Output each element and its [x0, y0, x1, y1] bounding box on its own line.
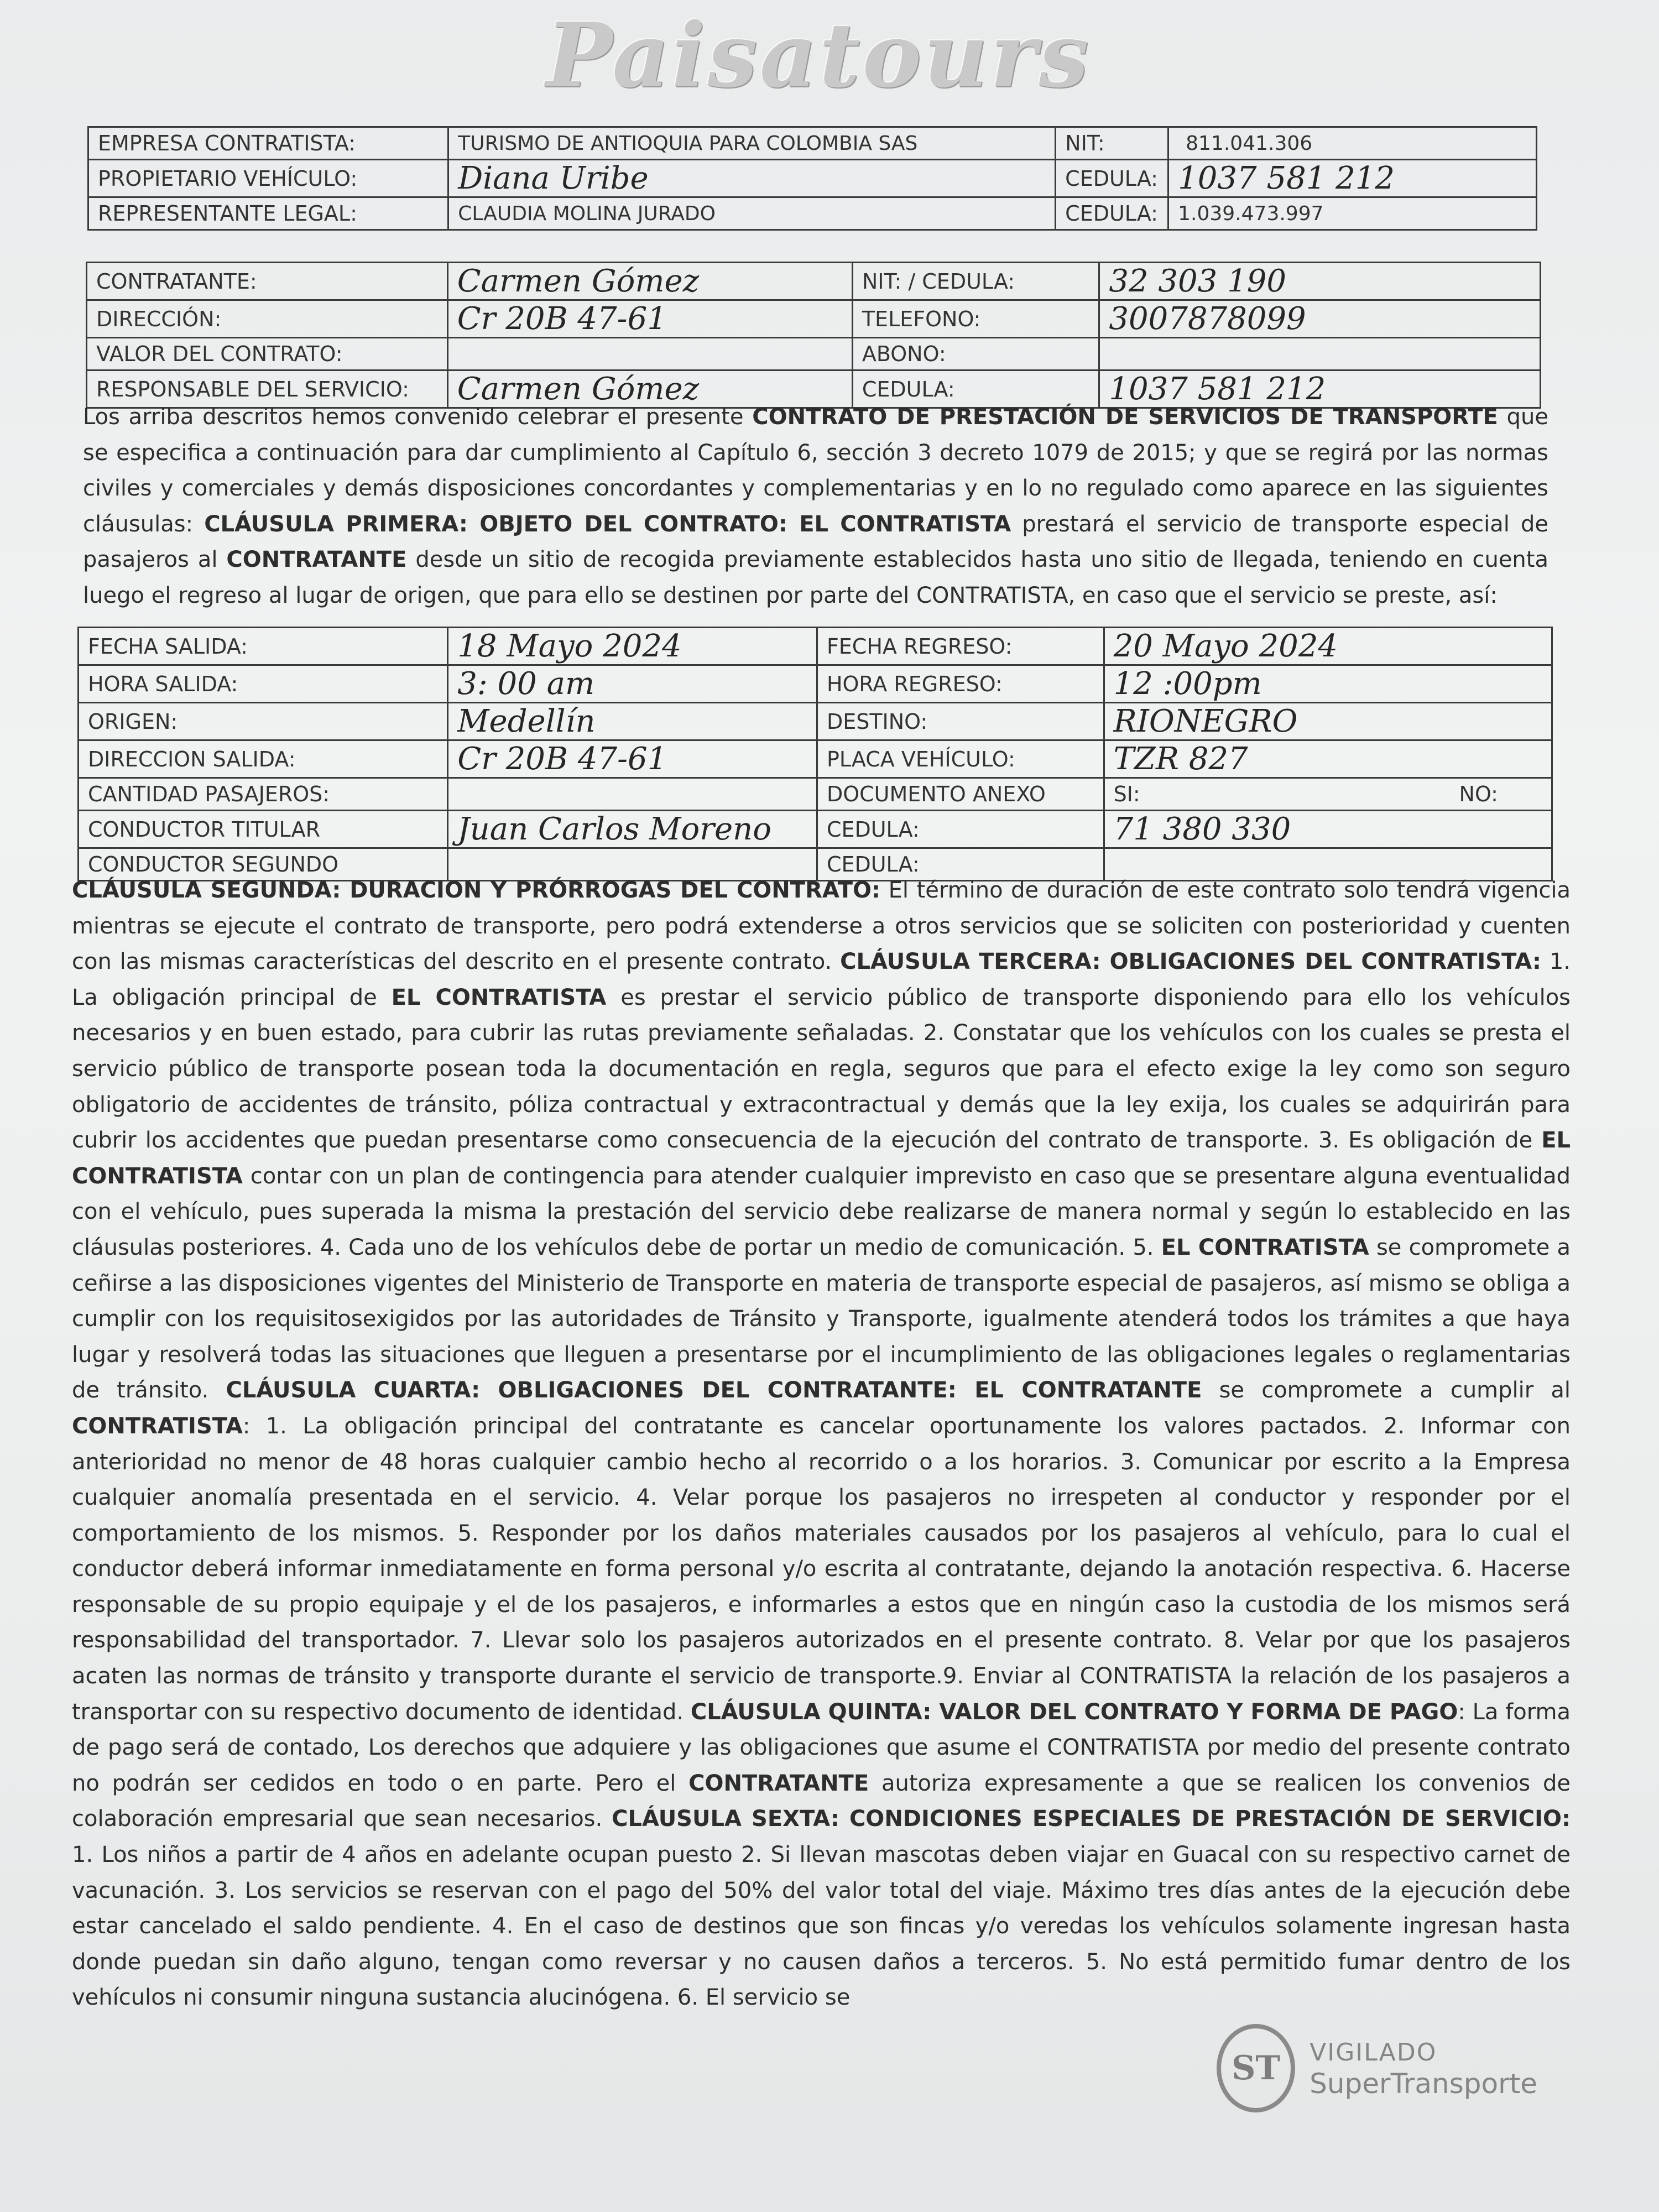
clauses-paragraph [72, 873, 1571, 2016]
table-row [88, 160, 1537, 197]
documento-anexo-label: DOCUMENTO ANEXO [817, 778, 1104, 811]
documento-anexo-options [1104, 778, 1552, 811]
clause-bold: EL CONTRATISTA [72, 1128, 1571, 1189]
clause-heading: CLÁUSULA CUARTA: OBLIGACIONES DEL CONTRATANTE: EL CONTRATANTE [226, 1378, 1202, 1404]
nit-cedula-label: NIT: / CEDULA: [852, 263, 1099, 300]
clause-heading: CLÁUSULA TERCERA: OBLIGACIONES DEL CONTRATISTA: [840, 949, 1541, 975]
vigilado-seal [1217, 2018, 1537, 2118]
company-info-table [87, 126, 1537, 231]
origen-value: Medellín [448, 703, 817, 740]
fecha-salida-label: FECHA SALIDA: [79, 628, 448, 665]
cedula-label: CEDULA: [852, 371, 1099, 408]
cedula-label: CEDULA: [1056, 197, 1168, 230]
table-row [79, 740, 1552, 778]
trip-details-table [77, 627, 1553, 881]
clause-text: El término de duración de este contrato solo tendrá vigencia mientras se ejecute el contrato de transporte, pero podrá extenderse a otros servicios que se soliciten con posterioridad y cuenten con las mismas características del descrito en el presente contrato. [72, 878, 1571, 975]
cedula-label: CEDULA: [817, 811, 1104, 848]
cantidad-pasajeros-value [448, 778, 817, 811]
hora-salida-value: 3: 00 am [448, 665, 817, 703]
representante-value: CLAUDIA MOLINA JURADO [448, 197, 1056, 230]
direccion-salida-value: Cr 20B 47-61 [448, 740, 817, 778]
origen-label: ORIGEN: [79, 703, 448, 740]
table-row [79, 778, 1552, 811]
responsable-label: RESPONSABLE DEL SERVICIO: [87, 371, 448, 408]
empresa-label: EMPRESA CONTRATISTA: [88, 127, 448, 160]
propietario-value: Diana Uribe [448, 160, 1056, 197]
intro-paragraph [83, 399, 1548, 614]
clause-text: 1. La obligación principal de [72, 949, 1571, 1010]
intro-bold: CONTRATO DE PRESTACIÓN DE SERVICIOS DE TRANSPORTE [752, 404, 1498, 430]
telefono-label: TELEFONO: [852, 300, 1099, 338]
intro-text: desde un sitio de recogida previamente establecidos hasta uno sitio de llegada, teniendo en cuenta luego el regreso al lugar de origen, que para ello se destinen por parte del CONTRATISTA, en caso que el servicio se preste, así: [83, 547, 1548, 608]
nit-cedula-value: 32 303 190 [1099, 263, 1541, 300]
cedula-value: 1037 581 212 [1099, 371, 1541, 408]
clause-bold: EL CONTRATISTA [391, 984, 607, 1010]
placa-vehiculo-value: TZR 827 [1104, 740, 1552, 778]
cedula-label: CEDULA: [1056, 160, 1168, 197]
empresa-value: TURISMO DE ANTIOQUIA PARA COLOMBIA SAS [448, 127, 1056, 160]
clause-bold: CONTRATANTE [688, 1770, 869, 1796]
abono-label: ABONO: [852, 338, 1099, 371]
conductor-titular-value: Juan Carlos Moreno [448, 811, 817, 848]
contratante-value: Carmen Gómez [447, 263, 852, 300]
clause-text: : La forma de pago será de contado, Los derechos que adquiere y las obligaciones que asume el CONTRATISTA por medio del presente contrato no podrán ser cedidos en todo o en parte. Pero el [72, 1699, 1571, 1796]
clause-heading: CLÁUSULA QUINTA: VALOR DEL CONTRATO Y FORMA DE PAGO [690, 1699, 1458, 1725]
clause-bold: CONTRATISTA [72, 1413, 243, 1439]
table-row [87, 263, 1541, 300]
clause-text: se compromete a ceñirse a las disposiciones vigentes del Ministerio de Transporte en materia de transporte especial de pasajeros, así mismo se obliga a cumplir con los requisitosexigidos por las autoridades de Tránsito y Transporte, igualmente atenderá todos los trámites a que haya lugar y resolverá todas las situaciones que lleguen a presentarse por el incumplimiento de las obligaciones legales o reglamentarias de tránsito. [72, 1234, 1571, 1404]
clause-heading: CLÁUSULA SEXTA: CONDICIONES ESPECIALES DE PRESTACIÓN DE SERVICIO: [612, 1806, 1571, 1832]
destino-label: DESTINO: [817, 703, 1104, 740]
conductor-titular-label: CONDUCTOR TITULAR [79, 811, 448, 848]
nit-label: NIT: [1056, 127, 1168, 160]
responsable-value: Carmen Gómez [447, 371, 852, 408]
table-row [79, 703, 1552, 740]
logo-text: Paisatours [546, 3, 1091, 107]
direccion-salida-label: DIRECCION SALIDA: [79, 740, 448, 778]
table-row [79, 811, 1552, 848]
intro-text: que se especifica a continuación para dar cumplimiento al Capítulo 6, sección 3 decreto 1079 de 2015; y que se regirá por las normas civiles y comerciales y demás disposiciones concordantes y complementarias y en lo no regulado como aparece en las siguientes cláusulas: [83, 404, 1548, 537]
intro-text: Los arriba descritos hemos convenido celebrar el presente [83, 404, 753, 430]
cedula-value: 1.039.473.997 [1168, 197, 1537, 230]
clause-text: : 1. La obligación principal del contratante es cancelar oportunamente los valores pactados. 2. Informar con anterioridad no menor de 48 horas cualquier cambio hecho al recorrido o a los horarios. 3. Comunicar por escrito a la Empresa cualquier anomalía presentada en el servicio. 4. Velar porque los pasajeros no irrespeten al conductor y responder por el comportamiento de los mismos. 5. Responder por los daños materiales causados por los pasajeros al vehículo, para lo cual el conductor deberá informar inmediatamente en forma personal y/o escrita al contratante, dejando la anotación respectiva. 6. Hacerse responsable de su propio equipaje y el de los pasajeros, e informarles a estos que en ningún caso la custodia de los mismos será responsabilidad del transportador. 7. Llevar solo los pasajeros autorizados en el presente contrato. 8. Velar por que los pasajeros acaten las normas de tránsito y transporte durante el servicio de transporte.9. Enviar al CONTRATISTA la relación de los pasajeros a transportar con su respectivo documento de identidad. [72, 1413, 1571, 1725]
cedula-value: 71 380 330 [1104, 811, 1552, 848]
nit-value: 811.041.306 [1168, 127, 1537, 160]
clause-text: contar con un plan de contingencia para atender cualquier imprevisto en caso que se presentare alguna eventualidad con el vehículo, pues superada la misma la prestación del servicio debe realizarse de manera normal y según lo establecido en las cláusulas posteriores. 4. Cada uno de los vehículos debe de portar un medio de comunicación. 5. [72, 1163, 1571, 1260]
direccion-value: Cr 20B 47-61 [447, 300, 852, 338]
table-row [88, 197, 1537, 230]
si-label: SI: [1113, 782, 1140, 806]
table-row [87, 338, 1541, 371]
table-row [79, 628, 1552, 665]
table-row [79, 665, 1552, 703]
fecha-salida-value: 18 Mayo 2024 [448, 628, 817, 665]
clause-text: 1. Los niños a partir de 4 años en adelante ocupan puesto 2. Si llevan mascotas deben viajar en Guacal con su respectivo carnet de vacunación. 3. Los servicios se reservan con el pago del 50% del valor total del viaje. Máximo tres días antes de la ejecución debe estar cancelado el saldo pendiente. 4. En el caso de destinos que son fincas y/o veredas los vehículos solamente ingresan hasta donde puedan sin daño alguno, tengan como reversar y no causen daños a terceros. 5. No está permitido fumar dentro de los vehículos ni consumir ninguna sustancia alucinógena. 6. El servicio se [72, 1842, 1571, 2011]
destino-value: RIONEGRO [1104, 703, 1552, 740]
representante-label: REPRESENTANTE LEGAL: [88, 197, 448, 230]
direccion-label: DIRECCIÓN: [87, 300, 448, 338]
abono-value [1099, 338, 1541, 371]
seal-text [1310, 2037, 1537, 2099]
hora-regreso-label: HORA REGRESO: [817, 665, 1104, 703]
cedula-label: CEDULA: [817, 848, 1104, 881]
no-label: NO: [1459, 782, 1498, 806]
seal-line-2: SuperTransporte [1310, 2068, 1537, 2100]
table-row [88, 127, 1537, 160]
conductor-segundo-label: CONDUCTOR SEGUNDO [79, 848, 448, 881]
company-logo [531, 0, 1106, 111]
contratante-label: CONTRATANTE: [87, 263, 448, 300]
valor-contrato-value [447, 338, 852, 371]
fecha-regreso-value: 20 Mayo 2024 [1104, 628, 1552, 665]
cedula-value: 1037 581 212 [1168, 160, 1537, 197]
intro-text: prestará el servicio de transporte especial de pasajeros al [83, 511, 1548, 573]
clause-text: es prestar el servicio público de transporte disponiendo para ello los vehículos necesarios y en buen estado, para cubrir las rutas previamente señaladas. 2. Constatar que los vehículos con los cuales se presta el servicio público de transporte posean toda la documentación en regla, seguros que para el efecto exige la ley como son seguro obligatorio de accidentes de tránsito, póliza contractual y extracontractual y demás que la ley exija, los cuales se adquirirán para cubrir los accidentes que puedan presentarse como consecuencia de la ejecución del contrato de transporte. 3. Es obligación de [72, 984, 1571, 1154]
clause-text: se compromete a cumplir al [1202, 1378, 1571, 1404]
seal-line-1: VIGILADO [1310, 2038, 1437, 2067]
contratante-info-table [86, 262, 1541, 409]
table-row [87, 300, 1541, 338]
supertransporte-emblem-icon: ST [1217, 2024, 1295, 2112]
valor-contrato-label: VALOR DEL CONTRATO: [87, 338, 448, 371]
clause-heading: CLÁUSULA PRIMERA: OBJETO DEL CONTRATO: EL CONTRATISTA [204, 511, 1011, 537]
telefono-value: 3007878099 [1099, 300, 1541, 338]
clause-bold: EL CONTRATISTA [1161, 1234, 1369, 1260]
cantidad-pasajeros-label: CANTIDAD PASAJEROS: [79, 778, 448, 811]
clause-heading: CLÁUSULA SEGUNDA: DURACION Y PRÓRROGAS DEL CONTRATO: [72, 878, 881, 903]
intro-bold: CONTRATANTE [226, 547, 407, 573]
hora-salida-label: HORA SALIDA: [79, 665, 448, 703]
clause-text: autoriza expresamente a que se realicen los convenios de colaboración empresarial que sean necesarios. [72, 1770, 1571, 1832]
hora-regreso-value: 12 :00pm [1104, 665, 1552, 703]
fecha-regreso-label: FECHA REGRESO: [817, 628, 1104, 665]
placa-vehiculo-label: PLACA VEHÍCULO: [817, 740, 1104, 778]
propietario-label: PROPIETARIO VEHÍCULO: [88, 160, 448, 197]
